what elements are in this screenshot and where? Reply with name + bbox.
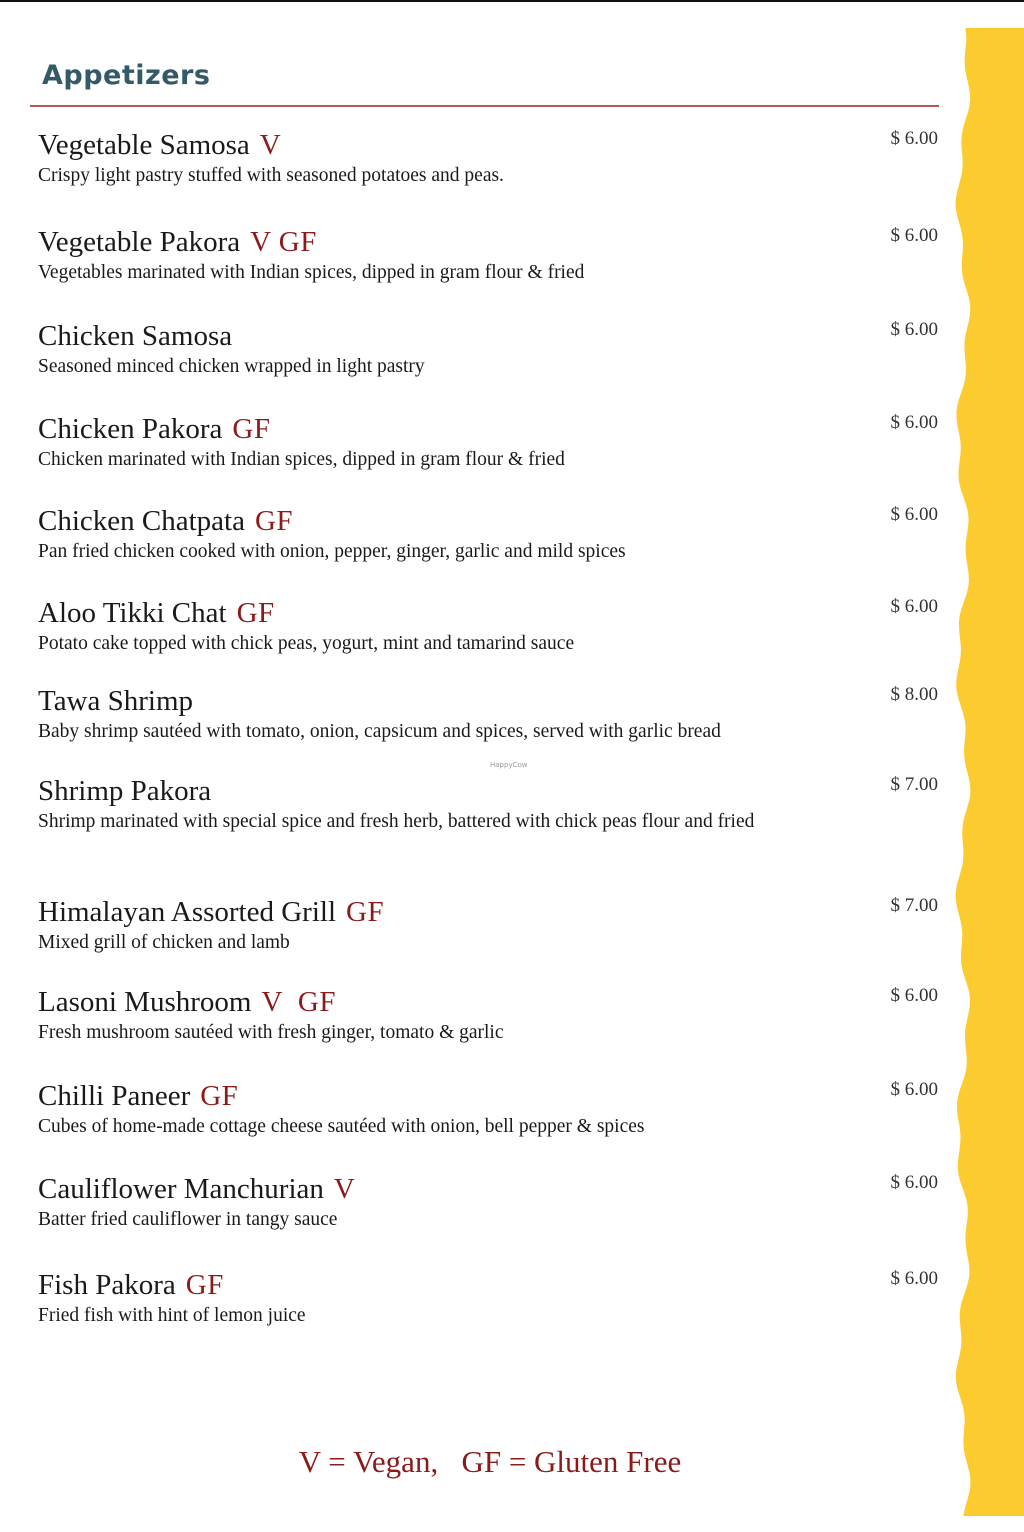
item-price: $ 7.00 (890, 895, 938, 916)
item-tags: GF (185, 1269, 224, 1301)
yellow-wavy-band-shape (956, 28, 1024, 1516)
menu-item-tawa-shrimp (38, 684, 938, 745)
watermark: HappyCow (490, 761, 528, 769)
item-description: Potato cake topped with chick peas, yogurt, mint and tamarind sauce (38, 633, 575, 654)
item-description: Batter fried cauliflower in tangy sauce (38, 1209, 338, 1230)
item-tags: GF (236, 597, 275, 629)
menu-item-lasoni-mushroom (38, 985, 938, 1046)
item-tags: V GF (261, 986, 336, 1018)
menu-item-chilli-paneer (38, 1079, 938, 1140)
item-name: Tawa Shrimp (38, 685, 194, 717)
dietary-legend: V = Vegan, GF = Gluten Free (298, 1444, 682, 1479)
item-description: Shrimp marinated with special spice and fresh herb, battered with chick peas flour and fried (38, 811, 755, 832)
item-description: Seasoned minced chicken wrapped in light pastry (38, 356, 425, 377)
item-name: Himalayan Assorted Grill (38, 896, 337, 928)
item-price: $ 6.00 (890, 412, 938, 433)
item-price: $ 6.00 (890, 504, 938, 525)
item-name: Shrimp Pakora (38, 775, 212, 807)
item-tags: V (259, 129, 282, 161)
item-tags: GF (254, 505, 294, 537)
menu-item-shrimp-pakora (38, 774, 938, 835)
item-name: Vegetable Pakora (38, 226, 241, 258)
item-tags: V GF (250, 226, 317, 258)
item-price: $ 6.00 (890, 1079, 938, 1100)
item-description: Baby shrimp sautéed with tomato, onion, capsicum and spices, served with garlic bread (38, 721, 721, 742)
item-price: $ 6.00 (890, 596, 938, 617)
item-name: Chicken Chatpata (38, 505, 245, 537)
item-description: Cubes of home-made cottage cheese sautéed with onion, bell pepper & spices (38, 1116, 645, 1137)
item-name: Chicken Samosa (38, 320, 233, 352)
menu-item-himalayan-assorted-grill (38, 895, 938, 956)
item-price: $ 7.00 (890, 774, 938, 795)
item-name: Aloo Tikki Chat (38, 597, 227, 629)
item-name: Chilli Paneer (38, 1080, 191, 1112)
item-price: $ 6.00 (890, 128, 938, 149)
yellow-wavy-band (954, 28, 1024, 1516)
item-name: Cauliflower Manchurian (38, 1173, 324, 1205)
item-price: $ 6.00 (890, 1268, 938, 1289)
menu-item-chicken-samosa (38, 319, 938, 380)
item-description: Chicken marinated with Indian spices, dipped in gram flour & fried (38, 449, 565, 470)
section-title-divider (30, 105, 939, 107)
menu-item-cauliflower-manchurian (38, 1172, 938, 1233)
item-name: Chicken Pakora (38, 413, 223, 445)
item-description: Fried fish with hint of lemon juice (38, 1305, 306, 1326)
item-tags: GF (200, 1080, 239, 1112)
menu-item-fish-pakora (38, 1268, 938, 1329)
item-name: Vegetable Samosa (38, 129, 250, 161)
menu-item-vegetable-pakora (38, 225, 938, 286)
item-name: Fish Pakora (38, 1269, 176, 1301)
menu-item-chicken-pakora (38, 412, 938, 473)
item-price: $ 6.00 (890, 985, 938, 1006)
item-name: Lasoni Mushroom (38, 986, 252, 1018)
menu-item-chicken-chatpata (38, 504, 938, 565)
item-description: Pan fried chicken cooked with onion, pepper, ginger, garlic and mild spices (38, 541, 626, 562)
item-tags: GF (346, 896, 385, 928)
item-price: $ 6.00 (890, 319, 938, 340)
item-description: Vegetables marinated with Indian spices, dipped in gram flour & fried (38, 262, 585, 283)
item-description: Fresh mushroom sautéed with fresh ginger, tomato & garlic (38, 1022, 504, 1043)
item-description: Crispy light pastry stuffed with seasoned potatoes and peas. (38, 165, 504, 186)
item-price: $ 8.00 (890, 684, 938, 705)
section-title: Appetizers (42, 60, 211, 91)
item-tags: GF (232, 413, 271, 445)
top-border (0, 0, 1024, 2)
menu-item-aloo-tikki-chat (38, 596, 938, 657)
item-description: Mixed grill of chicken and lamb (38, 932, 290, 953)
item-price: $ 6.00 (890, 225, 938, 246)
item-tags: V (333, 1173, 356, 1205)
item-price: $ 6.00 (890, 1172, 938, 1193)
menu-item-vegetable-samosa (38, 128, 938, 189)
